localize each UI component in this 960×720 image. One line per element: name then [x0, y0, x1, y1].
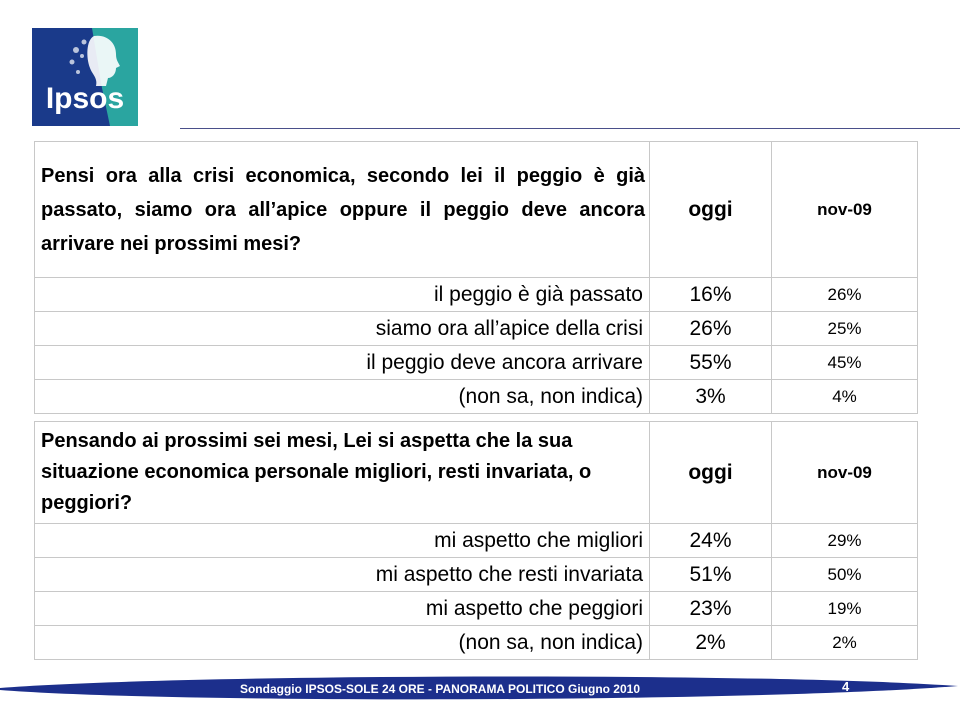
column-header-oggi: oggi	[650, 422, 772, 524]
value-prev: 19%	[772, 592, 918, 626]
value-oggi: 16%	[650, 278, 772, 312]
answer-label: (non sa, non indica)	[35, 380, 650, 414]
table-row	[35, 592, 918, 626]
logo-wordmark: Ipsos	[45, 82, 125, 115]
table-row	[35, 380, 918, 414]
answer-label: il peggio è già passato	[35, 278, 650, 312]
answer-label: siamo ora all’apice della crisi	[35, 312, 650, 346]
value-prev: 45%	[772, 346, 918, 380]
table-row	[35, 626, 918, 660]
value-prev: 25%	[772, 312, 918, 346]
value-oggi: 55%	[650, 346, 772, 380]
answer-label: il peggio deve ancora arrivare	[35, 346, 650, 380]
table-header-row	[35, 142, 918, 278]
value-oggi: 3%	[650, 380, 772, 414]
page-number: 4	[842, 679, 850, 694]
value-prev: 2%	[772, 626, 918, 660]
value-oggi: 23%	[650, 592, 772, 626]
header-divider	[180, 128, 960, 129]
footer-caption: Sondaggio IPSOS-SOLE 24 ORE - PANORAMA POLITICO Giugno 2010	[239, 682, 641, 696]
value-oggi: 26%	[650, 312, 772, 346]
value-prev: 26%	[772, 278, 918, 312]
column-header-prev: nov-09	[772, 142, 918, 278]
table-row	[35, 558, 918, 592]
question-text: Pensi ora alla crisi economica, secondo lei il peggio è già passato, siamo ora all’apice oppure il peggio deve ancora arrivare nei prossimi mesi?	[35, 142, 650, 278]
table-header-row	[35, 422, 918, 524]
answer-label: mi aspetto che migliori	[35, 524, 650, 558]
footer-banner	[0, 670, 960, 708]
value-oggi: 2%	[650, 626, 772, 660]
column-header-prev: nov-09	[772, 422, 918, 524]
column-header-oggi: oggi	[650, 142, 772, 278]
answer-label: (non sa, non indica)	[35, 626, 650, 660]
table-row	[35, 346, 918, 380]
question-text: Pensando ai prossimi sei mesi, Lei si aspetta che la sua situazione economica personale migliori, resti invariata, o peggiori?	[35, 422, 650, 524]
value-oggi: 51%	[650, 558, 772, 592]
answer-label: mi aspetto che peggiori	[35, 592, 650, 626]
value-prev: 50%	[772, 558, 918, 592]
value-oggi: 24%	[650, 524, 772, 558]
table-row	[35, 278, 918, 312]
survey-table-personal-situation	[34, 421, 918, 660]
table-row	[35, 524, 918, 558]
table-row	[35, 312, 918, 346]
ipsos-logo	[32, 28, 138, 126]
survey-table-crisis	[34, 141, 918, 414]
value-prev: 4%	[772, 380, 918, 414]
answer-label: mi aspetto che resti invariata	[35, 558, 650, 592]
value-prev: 29%	[772, 524, 918, 558]
